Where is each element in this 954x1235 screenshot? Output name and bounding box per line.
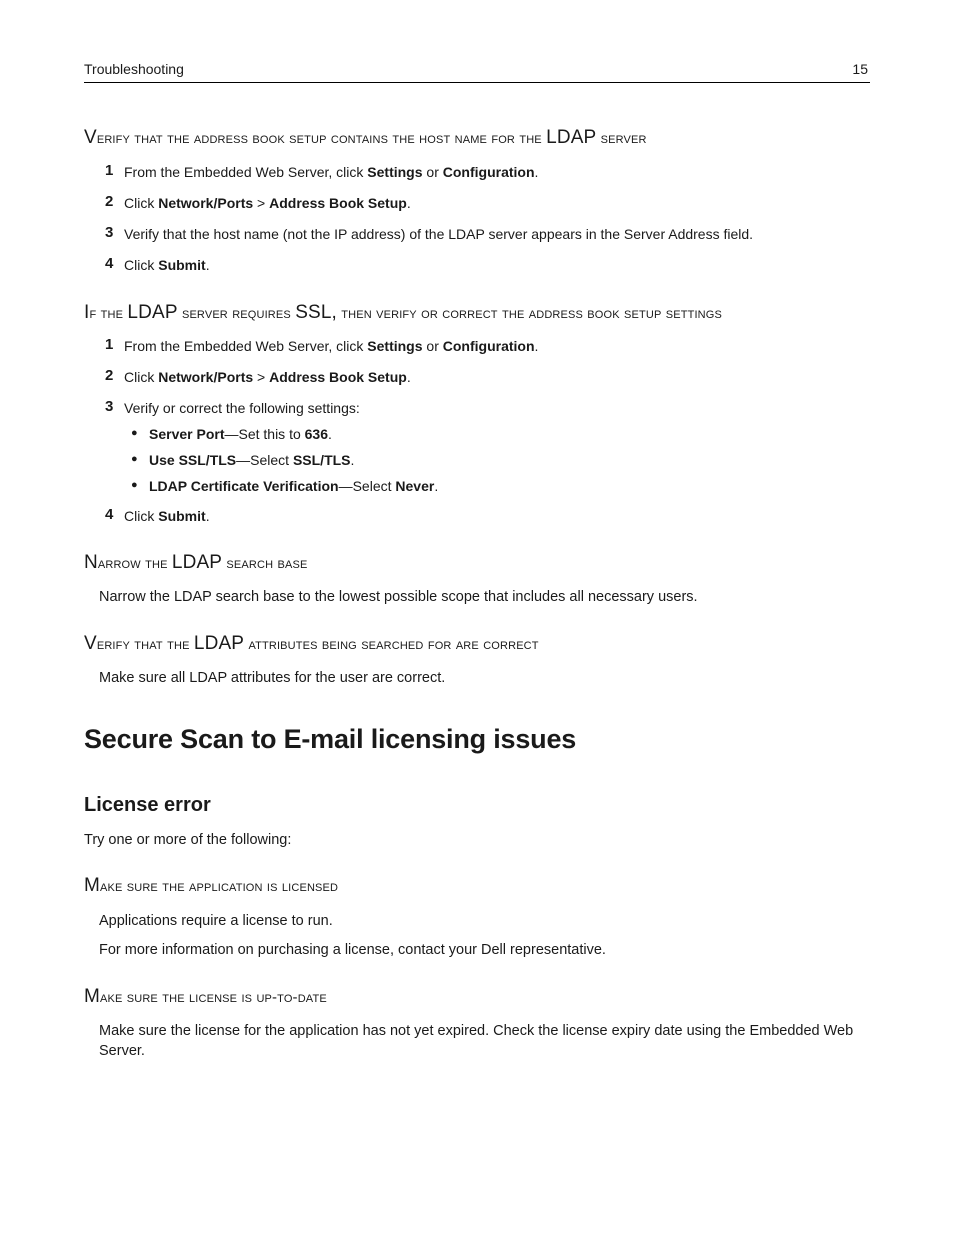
section-heading-verify-host-name: Verify that the address book setup contains the host name for the LDAP server — [84, 127, 647, 148]
section-heading-license-up-to-date: Make sure the license is up-to-date — [84, 986, 327, 1007]
bullet-icon: ● — [131, 427, 138, 439]
page-header — [84, 60, 870, 83]
section-heading-narrow-search-base: Narrow the LDAP search base — [84, 552, 308, 573]
section-heading-ldap-ssl: If the LDAP server requires SSL, then verify or correct the address book setup settings — [84, 302, 722, 323]
intro-text: Try one or more of the following: — [84, 832, 292, 848]
sec6-body-line-2: Server. — [99, 1043, 145, 1059]
bullet-icon: ● — [131, 453, 138, 465]
sec6-body-line-1: Make sure the license for the application has not yet expired. Check the license expiry date using the Embedded Web — [99, 1023, 854, 1039]
page-number: 15 — [852, 61, 868, 77]
bullet-icon: ● — [131, 479, 138, 491]
subsection-title: License error — [84, 794, 211, 816]
sec3-body: Narrow the LDAP search base to the lowest possible scope that includes all necessary users. — [99, 589, 698, 605]
sec5-body-1: Applications require a license to run. — [99, 913, 333, 929]
section-heading-application-licensed: Make sure the application is licensed — [84, 875, 339, 896]
sec4-body: Make sure all LDAP attributes for the user are correct. — [99, 670, 446, 686]
header-title: Troubleshooting — [84, 61, 184, 77]
sec5-body-2: For more information on purchasing a license, contact your Dell representative. — [99, 942, 606, 958]
section-heading-verify-attributes: Verify that the LDAP attributes being searched for are correct — [84, 633, 539, 654]
page-title: Secure Scan to E-mail licensing issues — [84, 724, 577, 754]
